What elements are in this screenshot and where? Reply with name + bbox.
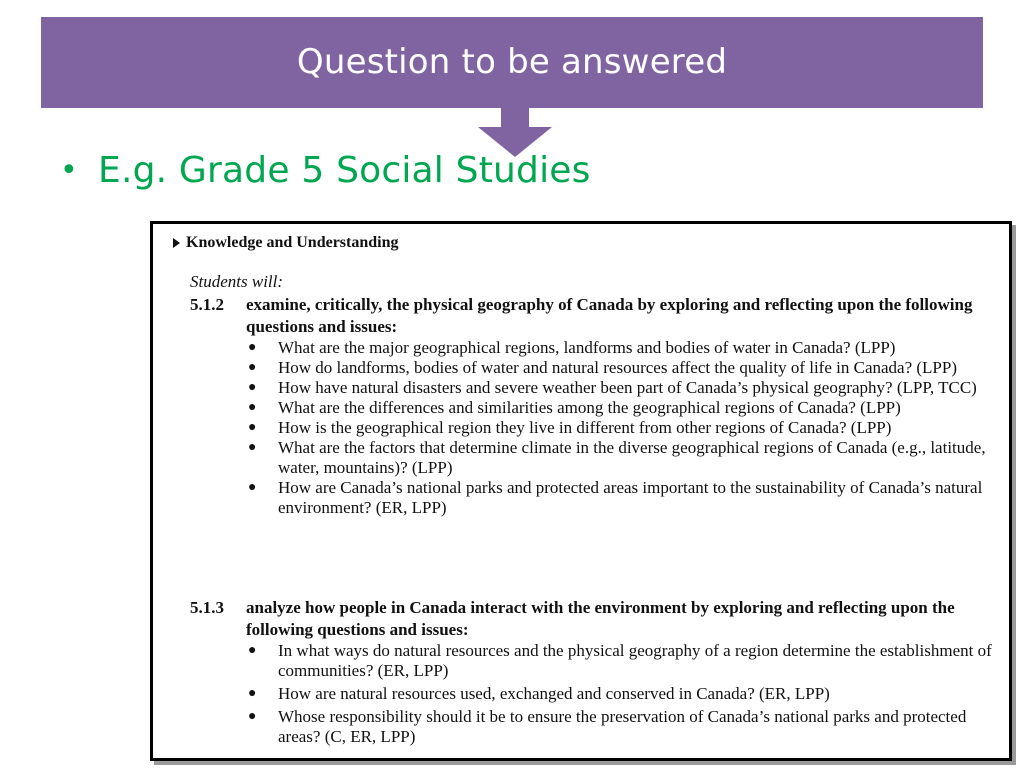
bullet-icon: ● — [248, 709, 257, 724]
list-item — [246, 418, 1000, 438]
question-list — [190, 338, 1000, 518]
bullet-icon: ● — [248, 686, 257, 701]
section-heading — [173, 234, 399, 252]
bullet-icon: ● — [248, 360, 257, 375]
outcome-number: 5.1.2 — [190, 295, 224, 314]
list-item — [246, 438, 1000, 478]
section-heading-text: Knowledge and Understanding — [186, 234, 399, 251]
list-item — [246, 338, 1000, 358]
bullet-icon: ● — [248, 480, 257, 495]
question-text: How are natural resources used, exchanged and conserved in Canada? (ER, LPP) — [278, 684, 830, 703]
bullet-icon: ● — [248, 440, 257, 455]
list-item — [246, 707, 1000, 747]
list-item — [246, 378, 1000, 398]
bullet-icon: ● — [248, 400, 257, 415]
down-arrow-icon — [501, 108, 529, 128]
list-item — [246, 358, 1000, 378]
outcome-heading-text: examine, critically, the physical geography of Canada by exploring and reflecting upon the following questions and issues: — [246, 295, 973, 336]
bullet-icon: ● — [248, 380, 257, 395]
bullet-text: E.g. Grade 5 Social Studies — [98, 149, 591, 191]
outcome-heading-text: analyze how people in Canada interact with the environment by exploring and reflecting upon the following questions and issues: — [246, 598, 955, 639]
triangle-right-icon — [173, 238, 180, 248]
question-text: In what ways do natural resources and the physical geography of a region determine the establishment of communities? (ER, LPP) — [278, 641, 992, 680]
outcome-number: 5.1.3 — [190, 598, 224, 617]
question-text: How do landforms, bodies of water and natural resources affect the quality of life in Canada? (LPP) — [278, 358, 957, 377]
question-text: What are the differences and similarities among the geographical regions of Canada? (LPP) — [278, 398, 901, 417]
outcome-5-1-2 — [190, 294, 1000, 518]
bullet-icon: ● — [248, 420, 257, 435]
list-item — [246, 684, 1000, 704]
list-item — [246, 641, 1000, 681]
intro-text: Students will: — [190, 272, 284, 291]
bullet-dot-icon: • — [60, 152, 78, 188]
slide-title: Question to be answered — [296, 41, 728, 82]
question-text: How is the geographical region they live in different from other regions of Canada? (LPP) — [278, 418, 892, 437]
outcome-5-1-3 — [190, 597, 1000, 750]
question-text: How have natural disasters and severe weather been part of Canada’s physical geography? (LPP, TCC) — [278, 378, 977, 397]
outcome-heading — [190, 597, 1000, 641]
outcome-heading — [190, 294, 1000, 338]
curriculum-excerpt — [150, 221, 1012, 761]
bullet-icon: ● — [248, 643, 257, 658]
question-text: How are Canada’s national parks and protected areas important to the sustainability of Canada’s natural environment? (ER, LPP) — [278, 478, 983, 517]
title-banner — [41, 17, 983, 108]
question-list — [190, 641, 1000, 747]
slide-bullet — [60, 146, 591, 194]
bullet-icon: ● — [248, 340, 257, 355]
question-text: What are the factors that determine climate in the diverse geographical regions of Canada (e.g., latitude, water, mountains)? (LPP) — [278, 438, 986, 477]
list-item — [246, 478, 1000, 518]
question-text: Whose responsibility should it be to ensure the preservation of Canada’s national parks and protected areas? (C, ER, LPP) — [278, 707, 967, 746]
list-item — [246, 398, 1000, 418]
question-text: What are the major geographical regions, landforms and bodies of water in Canada? (LPP) — [278, 338, 896, 357]
